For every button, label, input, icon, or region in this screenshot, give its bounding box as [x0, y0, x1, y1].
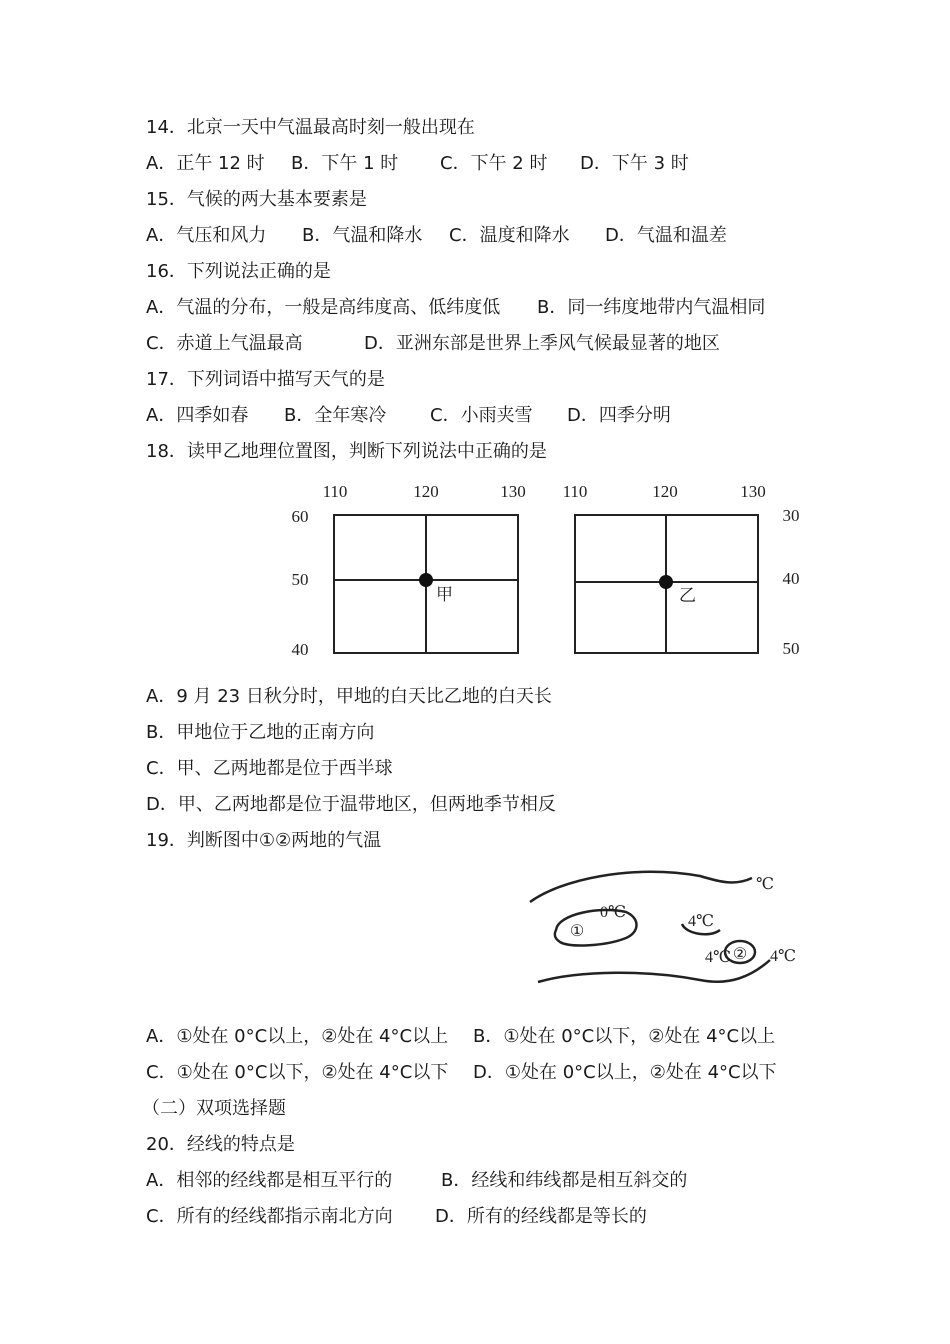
- left-lon-tick-110: 110: [322, 482, 348, 501]
- q15-option-d: D．气温和温差: [605, 225, 727, 246]
- figure-19-isotherm-map: [520, 862, 810, 997]
- right-lat-tick-30: 30: [782, 506, 800, 525]
- region1-marker: ①: [569, 923, 585, 940]
- right-lon-tick-120: 120: [652, 482, 678, 501]
- q17-option-a: A．四季如春: [146, 405, 249, 426]
- q18-option-a: A．9 月 23 日秋分时，甲地的白天比乙地的白天长: [146, 686, 552, 707]
- question-20-stem: 20．经线的特点是: [146, 1134, 295, 1155]
- right-lat-tick-50: 50: [782, 639, 800, 658]
- q19-option-d: D．①处在 0°C以上，②处在 4°C以下: [473, 1062, 777, 1083]
- q19-option-a: A．①处在 0°C以上，②处在 4°C以上: [146, 1026, 449, 1047]
- q20-option-d: D．所有的经线都是等长的: [435, 1206, 647, 1227]
- question-16-stem: 16．下列说法正确的是: [146, 261, 331, 282]
- left-lat-tick-40: 40: [291, 640, 309, 659]
- q17-option-b: B．全年寒冷: [284, 405, 387, 426]
- left-map: [292, 482, 526, 659]
- q19-option-b: B．①处在 0°C以下，②处在 4°C以上: [473, 1026, 776, 1047]
- left-lat-tick-50: 50: [291, 570, 309, 589]
- q16-option-b: B．同一纬度地带内气温相同: [537, 297, 766, 318]
- question-19-stem: 19．判断图中①②两地的气温: [146, 830, 382, 851]
- left-map-point: [419, 573, 433, 587]
- left-lon-tick-130: 130: [500, 482, 526, 501]
- left-map-point-label: 甲: [436, 585, 453, 605]
- q17-option-c: C．小雨夹雪: [430, 405, 533, 426]
- q18-option-d: D．甲、乙两地都是位于温带地区，但两地季节相反: [146, 794, 556, 815]
- q14-option-a: A．正午 12 时: [146, 153, 265, 174]
- figure-18-location-maps: [280, 476, 820, 666]
- q14-option-d: D．下午 3 时: [580, 153, 689, 174]
- q20-option-c: C．所有的经线都指示南北方向: [146, 1206, 393, 1227]
- right-lon-tick-130: 130: [740, 482, 766, 501]
- region2-right-value-label: 4℃: [770, 948, 796, 965]
- question-15-stem: 15．气候的两大基本要素是: [146, 189, 367, 210]
- right-map: [563, 482, 800, 658]
- left-lon-tick-120: 120: [413, 482, 439, 501]
- q16-option-c: C．赤道上气温最高: [146, 333, 303, 354]
- right-lon-tick-110: 110: [562, 482, 588, 501]
- region2-marker: ②: [732, 946, 748, 963]
- top-isotherm-label: ℃: [756, 876, 774, 893]
- q16-option-d: D．亚洲东部是世界上季风气候最显著的地区: [364, 333, 720, 354]
- question-18-stem: 18．读甲乙地理位置图，判断下列说法中正确的是: [146, 441, 547, 462]
- top-isotherm-line: [530, 872, 752, 902]
- region2-left-value-label: 4℃: [705, 949, 731, 966]
- q20-option-a: A．相邻的经线都是相互平行的: [146, 1170, 393, 1191]
- right-map-point: [659, 575, 673, 589]
- right-map-point-label: 乙: [679, 586, 696, 606]
- q17-option-d: D．四季分明: [567, 405, 671, 426]
- section-heading-double-choice: （二）双项选择题: [142, 1098, 286, 1119]
- q15-option-a: A．气压和风力: [146, 225, 267, 246]
- mid-value-label: 4℃: [688, 913, 714, 930]
- q18-option-c: C．甲、乙两地都是位于西半球: [146, 758, 393, 779]
- question-14-stem: 14．北京一天中气温最高时刻一般出现在: [146, 117, 475, 138]
- q18-option-b: B．甲地位于乙地的正南方向: [146, 722, 375, 743]
- q20-option-b: B．经线和纬线都是相互斜交的: [441, 1170, 688, 1191]
- q15-option-c: C．温度和降水: [449, 225, 570, 246]
- q14-option-c: C．下午 2 时: [440, 153, 548, 174]
- q14-option-b: B．下午 1 时: [291, 153, 399, 174]
- q15-option-b: B．气温和降水: [302, 225, 423, 246]
- q19-option-c: C．①处在 0°C以下，②处在 4°C以下: [146, 1062, 449, 1083]
- question-17-stem: 17．下列词语中描写天气的是: [146, 369, 385, 390]
- q16-option-a: A．气温的分布，一般是高纬度高、低纬度低: [146, 297, 501, 318]
- left-lat-tick-60: 60: [291, 507, 309, 526]
- right-lat-tick-40: 40: [782, 569, 800, 588]
- region1-value-label: 0℃: [600, 904, 626, 921]
